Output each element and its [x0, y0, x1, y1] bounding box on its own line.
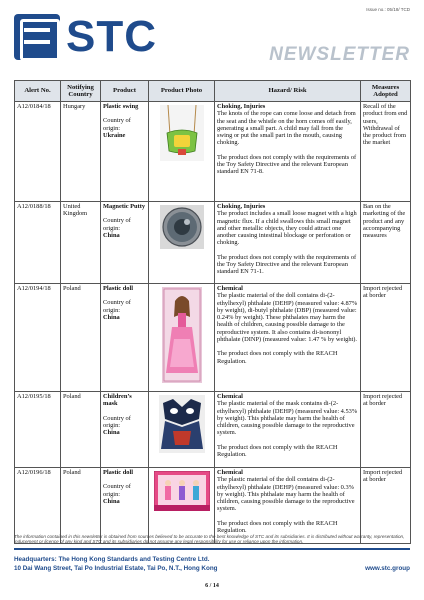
stc-logo [14, 14, 160, 60]
product-cell [101, 284, 149, 392]
col-header-alert: Alert No. [15, 81, 61, 102]
product-cell [101, 392, 149, 468]
origin-country: China [103, 313, 120, 321]
measures-adopted: Import rejected at border [361, 468, 411, 544]
product-name: Plastic doll [103, 469, 133, 476]
col-header-hazard: Hazard/ Risk [215, 81, 361, 102]
alert-no: A12/0188/18 [15, 202, 61, 284]
boxed-doll-photo [154, 471, 210, 511]
hazard-cell [215, 202, 361, 284]
pink-doll-photo [162, 287, 202, 383]
hazard-cell [215, 392, 361, 468]
photo-cell [149, 468, 215, 544]
origin-label: Country of origin: [103, 483, 131, 498]
issue-number: Issue no.: 05/18/ TCD [366, 7, 410, 12]
hazard-text: The knots of the rope can come loose and detach from the seat and the whistle on the horn comes off easily, generating a small part. A child may fall from the swing or put the small part in the mouth, causing choking. [217, 110, 356, 147]
alert-no: A12/0184/18 [15, 102, 61, 202]
origin-country: China [103, 231, 120, 239]
stc-logo-icon [14, 14, 60, 60]
hazard-note: The product does not comply with the requirements of the Toy Safety Directive and the relevant European standard EN 71-1. [217, 253, 357, 276]
table-row [15, 392, 411, 468]
photo-cell [149, 102, 215, 202]
product-name: Magnetic Putty [103, 203, 146, 210]
magnetic-putty-tin-photo [160, 205, 204, 249]
origin-label: Country of origin: [103, 414, 131, 429]
hazard-cell [215, 102, 361, 202]
website-link[interactable]: www.stc.group [365, 565, 410, 572]
notifying-country: Poland [61, 468, 101, 544]
newsletter-title: NEWSLETTER [269, 44, 410, 65]
table-header-row [15, 81, 411, 102]
table-row [15, 468, 411, 544]
table-row [15, 202, 411, 284]
notifying-country: United Kingdom [61, 202, 101, 284]
hazard-note: The product does not comply with the REACH Regulation. [217, 443, 338, 459]
measures-adopted: Ban on the marketing of the product and any accompanying measures [361, 202, 411, 284]
origin-country: China [103, 497, 120, 505]
hazard-title: Chemical [217, 285, 243, 292]
alert-no: A12/0195/18 [15, 392, 61, 468]
hazard-text: The product includes a small loose magnet with a high magnetic flux. If a child swallows this small magnet and other metallic objects, they could attract one another causing intestinal blockage or perforation or choking. [217, 210, 357, 247]
hazard-title: Chemical [217, 469, 243, 476]
product-cell [101, 468, 149, 544]
col-header-country: Notifying Country [61, 81, 101, 102]
logo-text: STC [66, 12, 157, 61]
hazard-title: Choking, Injuries [217, 203, 266, 210]
hazard-note: The product does not comply with the REACH Regulation. [217, 350, 338, 365]
hazard-text: The plastic material of the doll contains di-(2-ethylhexyl) phthalate (DEHP) (measured value: 4.87% by weight), di-butyl phthalate (DBP) (measured value: 0.24% by weight). These phthalates may harm the health of children, causing possible damage to the reproductive system. It also contains di-isononyl phthalate (DINP) (measured value: 1.47 % by weight). [217, 292, 358, 344]
photo-cell [149, 392, 215, 468]
bat-mask-photo [159, 395, 205, 453]
hazard-text: The plastic material of the doll contains di-(2-ethylhexyl) phthalate (DEHP) (measured value: 0.3% by weight). This phthalate may harm the health of children, causing possible damage to the reproductive system. [217, 476, 355, 513]
notifying-country: Poland [61, 392, 101, 468]
hq-line-2: 10 Dai Wang Street, Tai Po Industrial Estate, Tai Po, N.T., Hong Kong [14, 565, 218, 572]
hazard-cell [215, 284, 361, 392]
page-number: 6 / 14 [205, 583, 219, 589]
col-header-measures: Measures Adopted [361, 81, 411, 102]
notifying-country: Hungary [61, 102, 101, 202]
disclaimer: The information contained in this newsletter is obtained from sources believed to be accurate to the best knowledge of STC and its subsidiaries. It is distributed without warranty, representation, inducement or licence of any kind and STC and its subsidiaries do not assume any legal responsibility for use or reliance upon the information. [14, 534, 405, 545]
product-name: Plastic swing [103, 103, 139, 110]
origin-label: Country of origin: [103, 217, 131, 232]
alert-no: A12/0194/18 [15, 284, 61, 392]
photo-cell [149, 284, 215, 392]
alert-no: A12/0196/18 [15, 468, 61, 544]
hq-line-1: Headquarters: The Hong Kong Standards and Testing Centre Ltd. [14, 556, 210, 563]
table-row [15, 284, 411, 392]
measures-adopted: Import rejected at border [361, 392, 411, 468]
product-cell [101, 102, 149, 202]
origin-country: Ukraine [103, 131, 126, 139]
origin-country: China [103, 429, 120, 437]
origin-label: Country of origin: [103, 299, 131, 314]
alerts-table [14, 80, 411, 544]
hazard-title: Chemical [217, 393, 243, 400]
notifying-country: Poland [61, 284, 101, 392]
hazard-note: The product does not comply with the REACH Regulation. [217, 519, 338, 535]
measures-adopted: Import rejected at border [361, 284, 411, 392]
green-swing-photo [160, 105, 204, 161]
product-name: Plastic doll [103, 285, 133, 292]
hazard-note: The product does not comply with the requirements of the Toy Safety Directive and the relevant European standard EN 71-8. [217, 153, 357, 176]
col-header-product: Product [101, 81, 149, 102]
photo-cell [149, 202, 215, 284]
hazard-title: Choking, Injuries [217, 103, 266, 110]
footer-divider [14, 548, 410, 550]
product-cell [101, 202, 149, 284]
product-name: Children’s mask [103, 393, 132, 408]
origin-label: Country of origin: [103, 117, 131, 132]
hazard-cell [215, 468, 361, 544]
hazard-text: The plastic material of the mask contains di-(2-ethylhexyl) phthalate (DEHP) (measured value: 4.53% by weight). This phthalate may harm the health of children, causing possible damage to the reproductive system. [217, 400, 358, 437]
table-row [15, 102, 411, 202]
measures-adopted: Recall of the product from end users, Withdrawal of the product from the market [361, 102, 411, 202]
col-header-photo: Product Photo [149, 81, 215, 102]
